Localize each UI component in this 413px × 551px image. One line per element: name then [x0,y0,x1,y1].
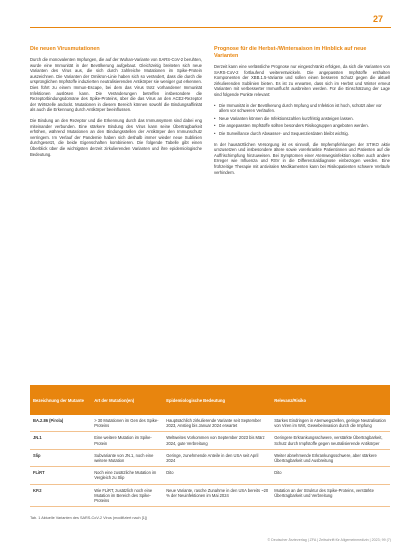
right-column [214,46,390,180]
table-caption: Tab. 1 Aktuelle Varianten des SARS-CoV-2 Virus (modifiziert nach [1]) [30,516,148,520]
table-row [30,432,390,449]
table-cell: Weiter abnehmende Erkrankungsschwere, aber stärkere Übertragbarkeit und Ausbreitung [271,449,390,466]
table-cell: Dito [271,467,390,484]
table-cell: Weltweites Vorkommen von September 2023 bis März 2024, gute Verbreitung [163,432,271,449]
header-rule [30,27,391,28]
table-cell: JN.1 [30,432,91,449]
table-cell: Subvariante von JN.1, noch eine weitere Mutation [91,449,163,466]
table-cell: Geringe, zunehmende Anteile in den USA seit April 2024 [163,449,271,466]
table-cell: Hauptsächlich zirkulierende Variante seit September 2023, Anstieg bis Januar 2024 erwartet [163,415,271,432]
table-header-cell: Epidemiologische Bedeutung [163,385,271,415]
table-row [30,484,390,507]
table-header-cell: Art der Mutation(en) [91,385,163,415]
table-header-cell: Bezeichnung der Mutante [30,385,91,415]
table-cell: FLiRT [30,467,91,484]
table-cell: Slip [30,449,91,466]
bullet-item: • Neue Varianten können die Infektionszahlen kurzfristig ansteigen lassen. [214,116,390,122]
table-cell: Wie FLiRT, zusätzlich noch eine Mutation im Bereich des Spike-Proteins [91,484,163,507]
table-row [30,415,390,432]
table-header-row [30,385,390,415]
body-paragraph: Die Bindung an den Rezeptor und die Erkennung durch das Immunsystem sind dabei eng miteinander verbunden. Eine stärkere Bindung des Virus kann seine Übertragbarkeit erhöhen, während Mutationen an den Bindungsstellen der Antikörper den Immunschutz verringern. Im Verlauf der Pandemie haben sich deshalb immer wieder neue Sublinien durchgesetzt, die beide Eigenschaften kombinieren. Die folgende Tabelle gibt einen Überblick über die wichtigsten derzeit zirkulierenden Varianten und ihre epidemiologische Bedeutung. [30,117,202,157]
body-paragraph: Durch die monovalenten Impfungen, die auf der Wuhan-Variante von SARS-CoV-2 beruhten, wurde eine Immunität in der Bevölkerung aufgebaut. Gleichzeitig breiteten sich neue Varianten des Virus aus, die sich durch zahlreiche Mutationen im Spike-Protein auszeichnen. Die Varianten der Omikron-Linie haben sich so verändert, dass die durch die ursprünglichen Impfstoffe induzierten neutralisierenden Antikörper sie weniger gut erkennen. Dies führt zu einem Immun-Escape, bei dem das Virus trotz vorhandener Immunität Infektionen auslösen kann. Die Veränderungen betreffen insbesondere die Rezeptorbindungsdomäne des Spike-Proteins, über die das Virus an den ACE2-Rezeptor der Wirtszelle andockt. Mutationen in diesem Bereich können sowohl die Bindungsaffinität als auch die Erkennung durch Antikörper beeinflussen. [30,57,202,113]
table-cell: Dito [163,467,271,484]
table-cell: > 30 Mutationen im Gen des Spike-Proteins [91,415,163,432]
bullet-item: • Die Surveillance durch Abwasser- und Sequenzierdaten bleibt wichtig. [214,131,390,137]
bullet-item: • Die Immunität in der Bevölkerung durch Impfung und Infektion ist hoch, schützt aber vor allem vor schweren Verläufen. [214,103,390,114]
section-heading-mutations: Die neuen Virusmutationen [30,46,100,52]
bullet-list [214,103,390,137]
table-cell: Eine weitere Mutation im Spike-Protein [91,432,163,449]
table-cell: Neue Variante, rasche Zunahme in den USA bereits ~20 % der Neuinfektionen im Mai 2024 [163,484,271,507]
body-paragraph: Derzeit kann eine verlässliche Prognose nur eingeschränkt erfolgen, da sich die Varianten von SARS-CoV-2 fortlaufend weiterentwickeln. Die angepassten Impfstoffe enthalten Komponenten der XBB.1.5-Variante und sollen einen besseren Schutz gegen die aktuell zirkulierenden Sublinien bieten. Es ist zu erwarten, dass sich im Herbst und Winter erneut Varianten mit verbesserter Immunflucht ausbreiten werden. Für die Einschätzung der Lage sind folgende Punkte relevant: [214,64,390,97]
variants-table [30,385,390,507]
body-paragraph: In der hausärztlichen Versorgung ist es sinnvoll, die Impfempfehlungen der STIKO aktiv umzusetzen und insbesondere ältere sowie vorerkrankte Patientinnen und Patienten auf die Auffrischimpfung hinzuweisen. Bei Symptomen einer Atemwegsinfektion sollten auch andere Erreger wie Influenza und RSV in die Differenzialdiagnose einbezogen werden. Eine frühzeitige Therapie mit antiviralen Medikamenten kann bei Risikopatienten schwere Verläufe verhindern. [214,141,390,175]
section-heading-prognosis: Prognose für die Herbst-/Wintersaison im Hinblick auf neue Varianten [214,46,367,59]
table-cell: Starkes Eindringen in Atemwegszellen, geringe Neutralisation von Viren im Wirt, Gewebeinvasion durch die Impfung [271,415,390,432]
table-cell: Noch eine zusätzliche Mutation im Vergleich zu Slip [91,467,163,484]
table-row [30,449,390,466]
left-column [30,46,202,162]
bullet-item: • Die angepassten Impfstoffe sollten besonders Risikogruppen angeboten werden. [214,123,390,129]
table-header-cell: Relevanz/Risiko [271,385,390,415]
table-row [30,467,390,484]
page-footer: © Deutscher Ärzteverlag | ZFA | Zeitschrift für Allgemeinmedizin | 2023; 99 (7) [267,538,391,542]
table-cell: BA.2.86 (Pirola) [30,415,91,432]
table-cell: Geringere Erkrankungsschwere, verstärkte Übertragbarkeit, Schutz durch Impfstoffe gegen neutralisierende Antikörper [271,432,390,449]
table-cell: KP.2 [30,484,91,507]
table-cell: Mutation an der Struktur des Spike-Proteins, verstärkte Übertragbarkeit und Verbreitung [271,484,390,507]
page-number: 27 [372,14,383,24]
